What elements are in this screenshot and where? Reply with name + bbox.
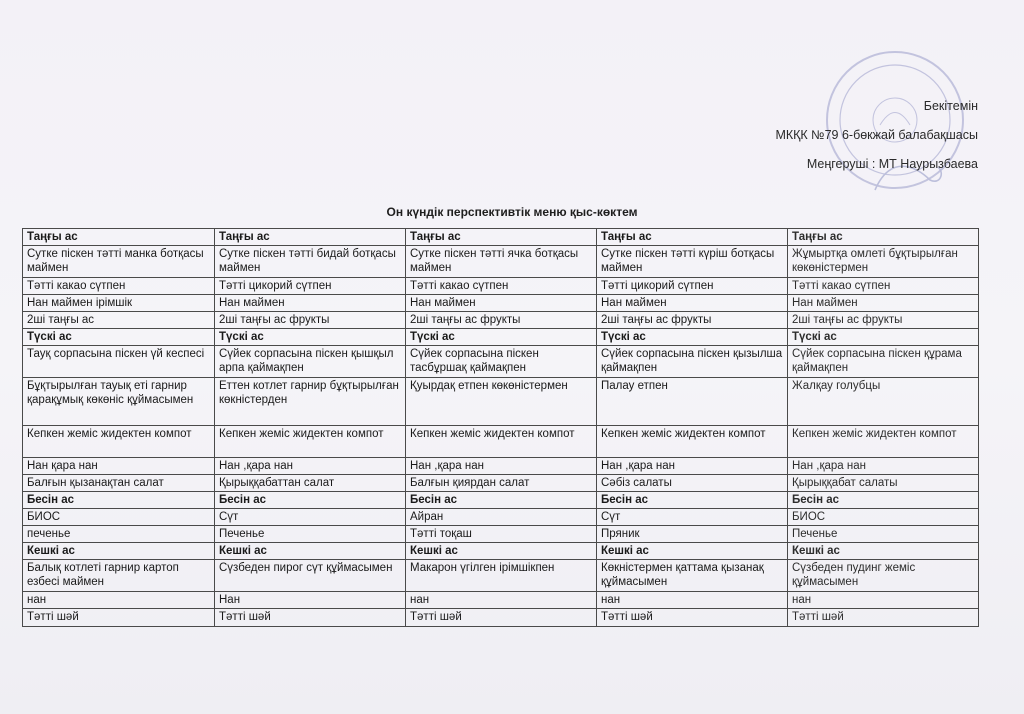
table-cell: БИОС [788, 509, 979, 526]
table-cell: 2ші таңғы ас фрукты [788, 312, 979, 329]
table-row [23, 229, 979, 246]
table-cell: Тәтті шәй [788, 609, 979, 627]
approval-block [775, 92, 978, 179]
table-row [23, 475, 979, 492]
table-row [23, 458, 979, 475]
table-row [23, 543, 979, 560]
table-cell: Кепкен жеміс жидектен компот [406, 426, 597, 458]
table-cell: Сүйек сорпасына піскен құрама қаймақпен [788, 346, 979, 378]
table-cell: Нан ,қара нан [788, 458, 979, 475]
table-cell: Түскі ас [215, 329, 406, 346]
table-cell: Палау етпен [597, 378, 788, 426]
table-cell: 2ші таңғы ас фрукты [215, 312, 406, 329]
table-cell: Айран [406, 509, 597, 526]
table-cell: Тәтті цикорий сүтпен [597, 278, 788, 295]
table-cell: Таңғы ас [23, 229, 215, 246]
table-row [23, 526, 979, 543]
table-cell: Тәтті шәй [23, 609, 215, 627]
table-cell: Қырыққабаттан салат [215, 475, 406, 492]
table-cell: Сүйек сорпасына піскен қышқыл арпа қаймақпен [215, 346, 406, 378]
table-cell: нан [406, 592, 597, 609]
table-cell: Кепкен жеміс жидектен компот [23, 426, 215, 458]
table-cell: Түскі ас [406, 329, 597, 346]
table-cell: Тауқ сорпасына піскен үй кеспесі [23, 346, 215, 378]
table-cell: Сәбіз салаты [597, 475, 788, 492]
table-cell: Тәтті шәй [406, 609, 597, 627]
table-cell: Көкністермен қаттама қызанақ құймасымен [597, 560, 788, 592]
table-cell: Таңғы ас [406, 229, 597, 246]
table-cell: Тәтті цикорий сүтпен [215, 278, 406, 295]
table-cell: Жалқау голубцы [788, 378, 979, 426]
table-cell: Нан қара нан [23, 458, 215, 475]
table-cell: Түскі ас [788, 329, 979, 346]
table-row [23, 426, 979, 458]
table-row [23, 246, 979, 278]
table-cell: нан [597, 592, 788, 609]
table-cell: Тәтті какао сүтпен [23, 278, 215, 295]
table-cell: Балғын қызанақтан салат [23, 475, 215, 492]
table-cell: Тәтті какао сүтпен [406, 278, 597, 295]
table-cell: Бесін ас [597, 492, 788, 509]
table-cell: Тәтті шәй [215, 609, 406, 627]
table-cell: Қуырдақ етпен көкөністермен [406, 378, 597, 426]
table-cell: Нан маймен ірімшік [23, 295, 215, 312]
table-cell: Бесін ас [215, 492, 406, 509]
table-cell: Сүт [215, 509, 406, 526]
table-cell: Балық котлеті гарнир картоп езбесі маймен [23, 560, 215, 592]
table-cell: Таңғы ас [215, 229, 406, 246]
table-cell: Бесін ас [23, 492, 215, 509]
table-row [23, 609, 979, 627]
table-cell: Сутке піскен тәтті күріш ботқасы маймен [597, 246, 788, 278]
table-cell: Сүзбеден пудинг жеміс құймасымен [788, 560, 979, 592]
table-row [23, 278, 979, 295]
table-cell: Сүт [597, 509, 788, 526]
table-cell: Кепкен жеміс жидектен компот [788, 426, 979, 458]
table-cell: Тәтті тоқаш [406, 526, 597, 543]
table-cell: Түскі ас [23, 329, 215, 346]
table-cell: Сүйек сорпасына піскен қызылша қаймақпен [597, 346, 788, 378]
table-cell: Жұмыртқа омлеті бұқтырылған көкөністермен [788, 246, 979, 278]
approval-line-3: Меңгеруші : МТ Наурызбаева [806, 157, 978, 171]
table-cell: Түскі ас [597, 329, 788, 346]
document-title: Он күндік перспективтік меню қыс-көктем [386, 205, 638, 219]
table-cell: Балғын қиярдан салат [406, 475, 597, 492]
table-cell: БИОС [23, 509, 215, 526]
table-cell: Бесін ас [788, 492, 979, 509]
table-cell: 2ші таңғы ас фрукты [406, 312, 597, 329]
table-row [23, 592, 979, 609]
table-cell: Нан [215, 592, 406, 609]
table-row [23, 509, 979, 526]
table-cell: Сутке піскен тәтті манка ботқасы маймен [23, 246, 215, 278]
table-cell: Қырыққабат салаты [788, 475, 979, 492]
table-cell: Пряник [597, 526, 788, 543]
table-cell: Таңғы ас [788, 229, 979, 246]
table-cell: 2ші таңғы ас фрукты [597, 312, 788, 329]
table-cell: нан [23, 592, 215, 609]
table-cell: Кепкен жеміс жидектен компот [597, 426, 788, 458]
table-cell: печенье [23, 526, 215, 543]
table-cell: Печенье [788, 526, 979, 543]
table-cell: Кепкен жеміс жидектен компот [215, 426, 406, 458]
table-cell: 2ші таңғы ас [23, 312, 215, 329]
table-cell: Сүйек сорпасына піскен тасбұршақ қаймақпен [406, 346, 597, 378]
table-cell: Нан маймен [215, 295, 406, 312]
table-row [23, 346, 979, 378]
approval-line-1: Бекітемін [923, 99, 978, 113]
table-row [23, 295, 979, 312]
table-cell: Кешкі ас [23, 543, 215, 560]
table-cell: Кешкі ас [597, 543, 788, 560]
table-cell: Кешкі ас [788, 543, 979, 560]
table-cell: Сутке піскен тәтті ячка ботқасы маймен [406, 246, 597, 278]
table-row [23, 312, 979, 329]
table-cell: Тәтті шәй [597, 609, 788, 627]
table-cell: Тәтті какао сүтпен [788, 278, 979, 295]
table-row [23, 560, 979, 592]
table-cell: Нан ,қара нан [597, 458, 788, 475]
table-cell: Сүзбеден пирог сүт құймасымен [215, 560, 406, 592]
table-cell: Кешкі ас [215, 543, 406, 560]
table-cell: Макарон үгілген ірімшікпен [406, 560, 597, 592]
menu-table-body [23, 229, 979, 627]
approval-line-2: МКҚК №79 6-бөкжай балабақшасы [775, 128, 978, 142]
table-cell: Печенье [215, 526, 406, 543]
table-cell: Сутке піскен тәтті бидай ботқасы маймен [215, 246, 406, 278]
table-cell: Кешкі ас [406, 543, 597, 560]
table-row [23, 378, 979, 426]
table-row [23, 492, 979, 509]
table-row [23, 329, 979, 346]
table-cell: Нан маймен [788, 295, 979, 312]
table-cell: нан [788, 592, 979, 609]
table-cell: Нан ,қара нан [406, 458, 597, 475]
table-cell: Нан ,қара нан [215, 458, 406, 475]
table-cell: Нан маймен [406, 295, 597, 312]
table-cell: Еттен котлет гарнир бұқтырылған көкністерден [215, 378, 406, 426]
menu-table [22, 228, 979, 627]
table-cell: Таңғы ас [597, 229, 788, 246]
table-cell: Бесін ас [406, 492, 597, 509]
table-cell: Бұқтырылған тауық еті гарнир қарақұмық көкөніс құймасымен [23, 378, 215, 426]
table-cell: Нан маймен [597, 295, 788, 312]
